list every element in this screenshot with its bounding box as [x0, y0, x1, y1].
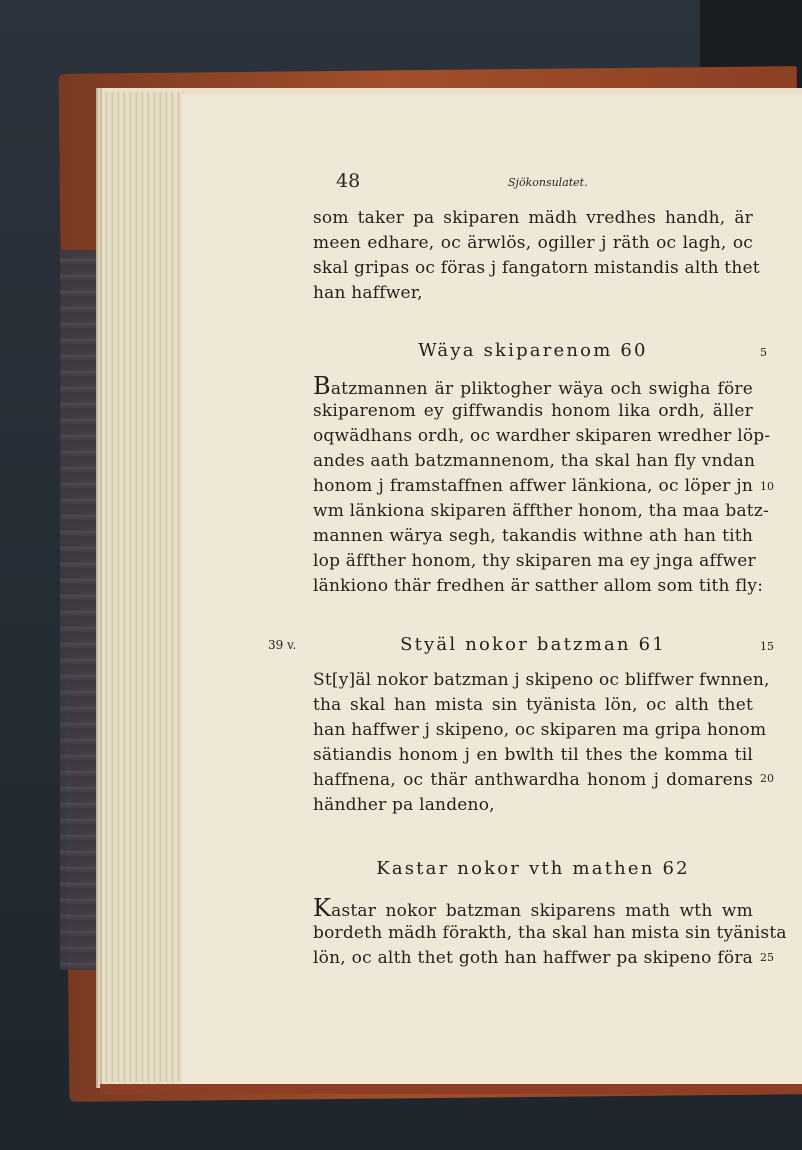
text-line: händher pa landeno, — [313, 795, 495, 815]
book-spine — [60, 250, 104, 970]
text-line: lop äffther honom, thy skiparen ma ey jnga affwer — [313, 551, 756, 571]
margin-note: 39 v. — [268, 638, 297, 652]
first-line-text: astar nokor batzman skiparens math wth wm — [331, 901, 753, 921]
intro-paragraph — [313, 206, 760, 306]
text-line: wm länkiona skiparen äffther honom, tha maa batz- — [313, 501, 769, 521]
line-number-5: 5 — [760, 346, 767, 359]
line-number-25: 25 — [760, 951, 774, 964]
text-line: St[y]äl nokor batzman j skipeno oc bliffwer fwnnen, — [313, 670, 770, 690]
text-line: meen edhare, oc ärwlös, ogiller j räth oc lagh, oc — [313, 233, 753, 253]
first-line-text: atzmannen är pliktogher wäya och swigha före — [330, 379, 753, 399]
text-line: han haffwer j skipeno, oc skiparen ma gripa honom — [313, 720, 767, 740]
line-number-15: 15 — [760, 640, 774, 653]
page-edges — [102, 92, 184, 1082]
line-number-10: 10 — [760, 480, 774, 493]
text-line: sätiandis honom j en bwlth til thes the komma til — [313, 745, 753, 765]
text-line: tha skal han mista sin tyänista lön, oc alth thet — [313, 695, 753, 715]
text-line: bordeth mädh förakth, tha skal han mista sin tyänista — [313, 923, 787, 943]
text-line: mannen wärya segh, takandis withne ath han tith — [313, 526, 753, 546]
text-line: andes aath batzmannenom, tha skal han fly vndan — [313, 451, 756, 471]
running-head: Sjökonsulatet. — [508, 176, 588, 189]
page-number: 48 — [336, 170, 361, 192]
text-line: han haffwer, — [313, 283, 423, 303]
text-line: honom j framstaffnen affwer länkiona, oc löper jn — [313, 476, 753, 496]
text-line — [313, 374, 753, 399]
section-heading-60: Wäya skiparenom 60 — [418, 340, 648, 361]
text-line: skal gripas oc föras j fangatorn mistandis alth thet — [313, 258, 760, 278]
page-header — [336, 170, 636, 196]
line-number-20: 20 — [760, 772, 774, 785]
section-heading-61: Styäl nokor batzman 61 — [400, 634, 666, 655]
text-line: lön, oc alth thet goth han haffwer pa skipeno föra — [313, 948, 753, 968]
text-line: oqwädhans ordh, oc wardher skiparen wredher löp- — [313, 426, 771, 446]
section-heading-62: Kastar nokor vth mathen 62 — [376, 858, 690, 879]
cover-bottom-edge — [100, 1084, 802, 1094]
text-line — [313, 896, 753, 921]
text-line: som taker pa skiparen mädh vredhes handh, är — [313, 208, 753, 228]
text-line: länkiono thär fredhen är satther allom som tith fly: — [313, 576, 764, 596]
text-line: haffnena, oc thär anthwardha honom j domarens — [313, 770, 753, 790]
initial-letter: B — [313, 372, 331, 400]
text-line: skiparenom ey giffwandis honom lika ordh, äller — [313, 401, 753, 421]
initial-letter: K — [313, 894, 332, 922]
